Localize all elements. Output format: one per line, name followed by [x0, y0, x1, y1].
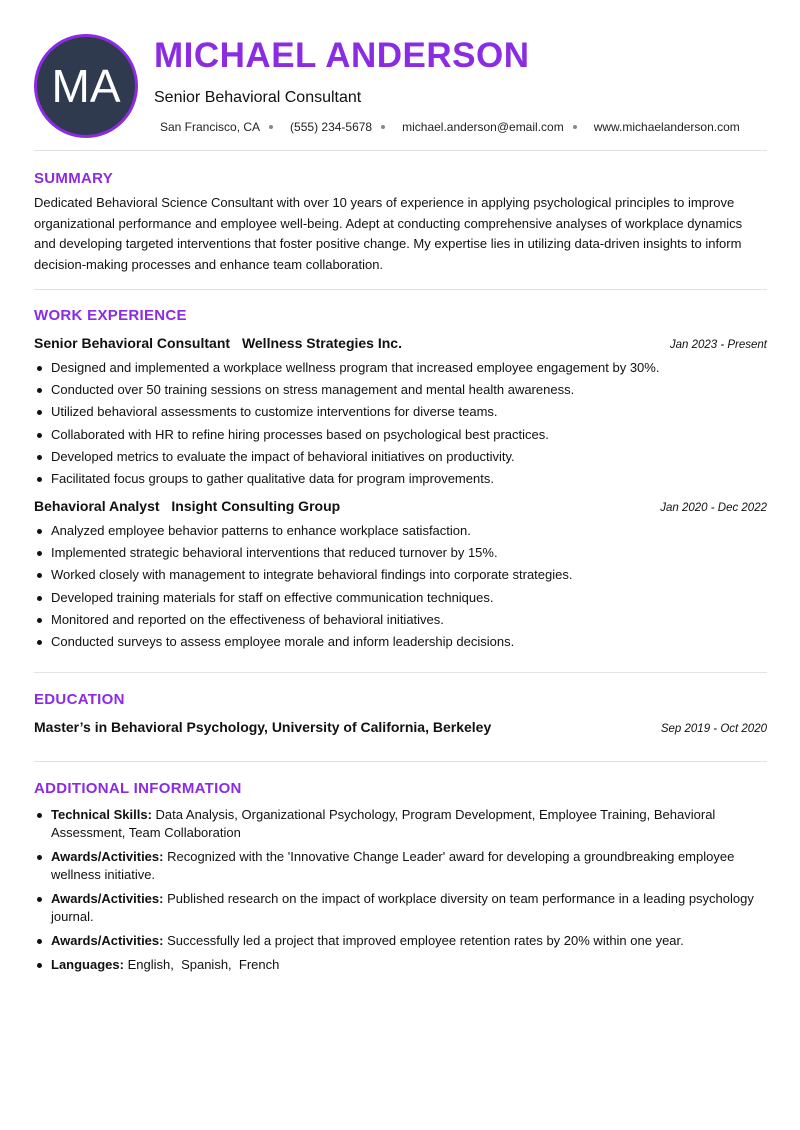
- job-dates: Jan 2023 - Present: [669, 339, 767, 351]
- list-item: [34, 890, 767, 926]
- additional-list: [34, 806, 767, 974]
- list-item: Worked closely with management to integrate behavioral findings into corporate strategies.: [34, 566, 767, 584]
- resume-page: [34, 0, 767, 980]
- list-item: Utilized behavioral assessments to customize interventions for diverse teams.: [34, 403, 767, 421]
- summary-section: [34, 151, 767, 275]
- additional-section: [34, 762, 767, 974]
- list-item: Developed metrics to evaluate the impact of behavioral initiatives on productivity.: [34, 448, 767, 466]
- list-item: Developed training materials for staff on effective communication techniques.: [34, 589, 767, 607]
- job-company: Wellness Strategies Inc.: [241, 335, 402, 351]
- job-role: Behavioral Analyst: [34, 497, 160, 514]
- item-text: Data Analysis, Organizational Psychology, Program Development, Employee Training, Behavioral Assessment, Team Collaboration: [51, 806, 716, 840]
- list-item: Conducted over 50 training sessions on stress management and mental health awareness.: [34, 381, 767, 399]
- candidate-title: Senior Behavioral Consultant: [154, 89, 362, 106]
- job-bullets: [34, 359, 767, 488]
- contact-line: [160, 120, 740, 134]
- section-heading: WORK EXPERIENCE: [34, 307, 187, 324]
- job-dates: Jan 2020 - Dec 2022: [660, 501, 767, 514]
- separator-dot: [573, 125, 577, 129]
- item-text: Published research on the impact of workplace diversity on team performance in a leading psychology journal.: [51, 890, 754, 924]
- list-item: Implemented strategic behavioral interventions that reduced turnover by 15%.: [34, 544, 767, 562]
- item-text: English, Spanish, French: [127, 956, 280, 972]
- job-header: [34, 335, 767, 351]
- job-entry: [34, 335, 767, 488]
- candidate-name: MICHAEL ANDERSON: [154, 36, 530, 75]
- list-item: [34, 848, 767, 884]
- education-degree: Master’s in Behavioral Psychology, University of California, Berkeley: [34, 718, 492, 735]
- item-label: Awards/Activities:: [51, 932, 164, 948]
- list-item: [34, 806, 767, 842]
- job-role: Senior Behavioral Consultant: [34, 335, 231, 351]
- list-item: Analyzed employee behavior patterns to enhance workplace satisfaction.: [34, 522, 767, 540]
- contact-email[interactable]: michael.anderson@email.com: [402, 120, 564, 134]
- list-item: Conducted surveys to assess employee morale and inform leadership decisions.: [34, 633, 767, 651]
- item-label: Languages:: [51, 956, 124, 972]
- resume-header: [34, 0, 767, 150]
- item-text: Successfully led a project that improved employee retention rates by 20% within one year.: [167, 932, 684, 948]
- section-heading: EDUCATION: [34, 690, 125, 708]
- list-item: [34, 932, 767, 950]
- item-text: Recognized with the 'Innovative Change Leader' award for developing a groundbreaking employee wellness initiative.: [51, 848, 735, 882]
- contact-phone: (555) 234-5678: [290, 120, 373, 134]
- separator-dot: [269, 125, 273, 129]
- separator-dot: [381, 125, 385, 129]
- list-item: Facilitated focus groups to gather qualitative data for program improvements.: [34, 470, 767, 488]
- contact-location: San Francisco, CA: [160, 120, 261, 134]
- list-item: [34, 956, 767, 974]
- education-entry: [34, 719, 767, 735]
- job-header: [34, 498, 767, 514]
- item-label: Technical Skills:: [51, 806, 152, 822]
- education-dates: Sep 2019 - Oct 2020: [660, 722, 767, 735]
- summary-text: Dedicated Behavioral Science Consultant with over 10 years of experience in applying psychological principles to improve organizational performance and employee well-being. Adept at conducting comprehensive analyses of workplace dynamics and developing targeted interventions that foster positive change. My expertise lies in utilizing data-driven insights to inform decision-making processes and enhance team collaboration.: [34, 195, 743, 272]
- list-item: Monitored and reported on the effectiveness of behavioral initiatives.: [34, 611, 767, 629]
- experience-section: [34, 290, 767, 651]
- avatar: MA: [34, 34, 138, 138]
- section-heading: ADDITIONAL INFORMATION: [34, 779, 242, 797]
- list-item: Collaborated with HR to refine hiring processes based on psychological best practices.: [34, 426, 767, 444]
- item-label: Awards/Activities:: [51, 890, 164, 906]
- contact-website[interactable]: www.michaelanderson.com: [593, 120, 740, 134]
- job-company: Insight Consulting Group: [171, 497, 341, 514]
- section-heading: SUMMARY: [34, 170, 114, 187]
- job-entry: [34, 498, 767, 651]
- education-section: [34, 673, 767, 735]
- job-bullets: [34, 522, 767, 651]
- list-item: Designed and implemented a workplace wellness program that increased employee engagement by 30%.: [34, 359, 767, 377]
- item-label: Awards/Activities:: [51, 848, 164, 864]
